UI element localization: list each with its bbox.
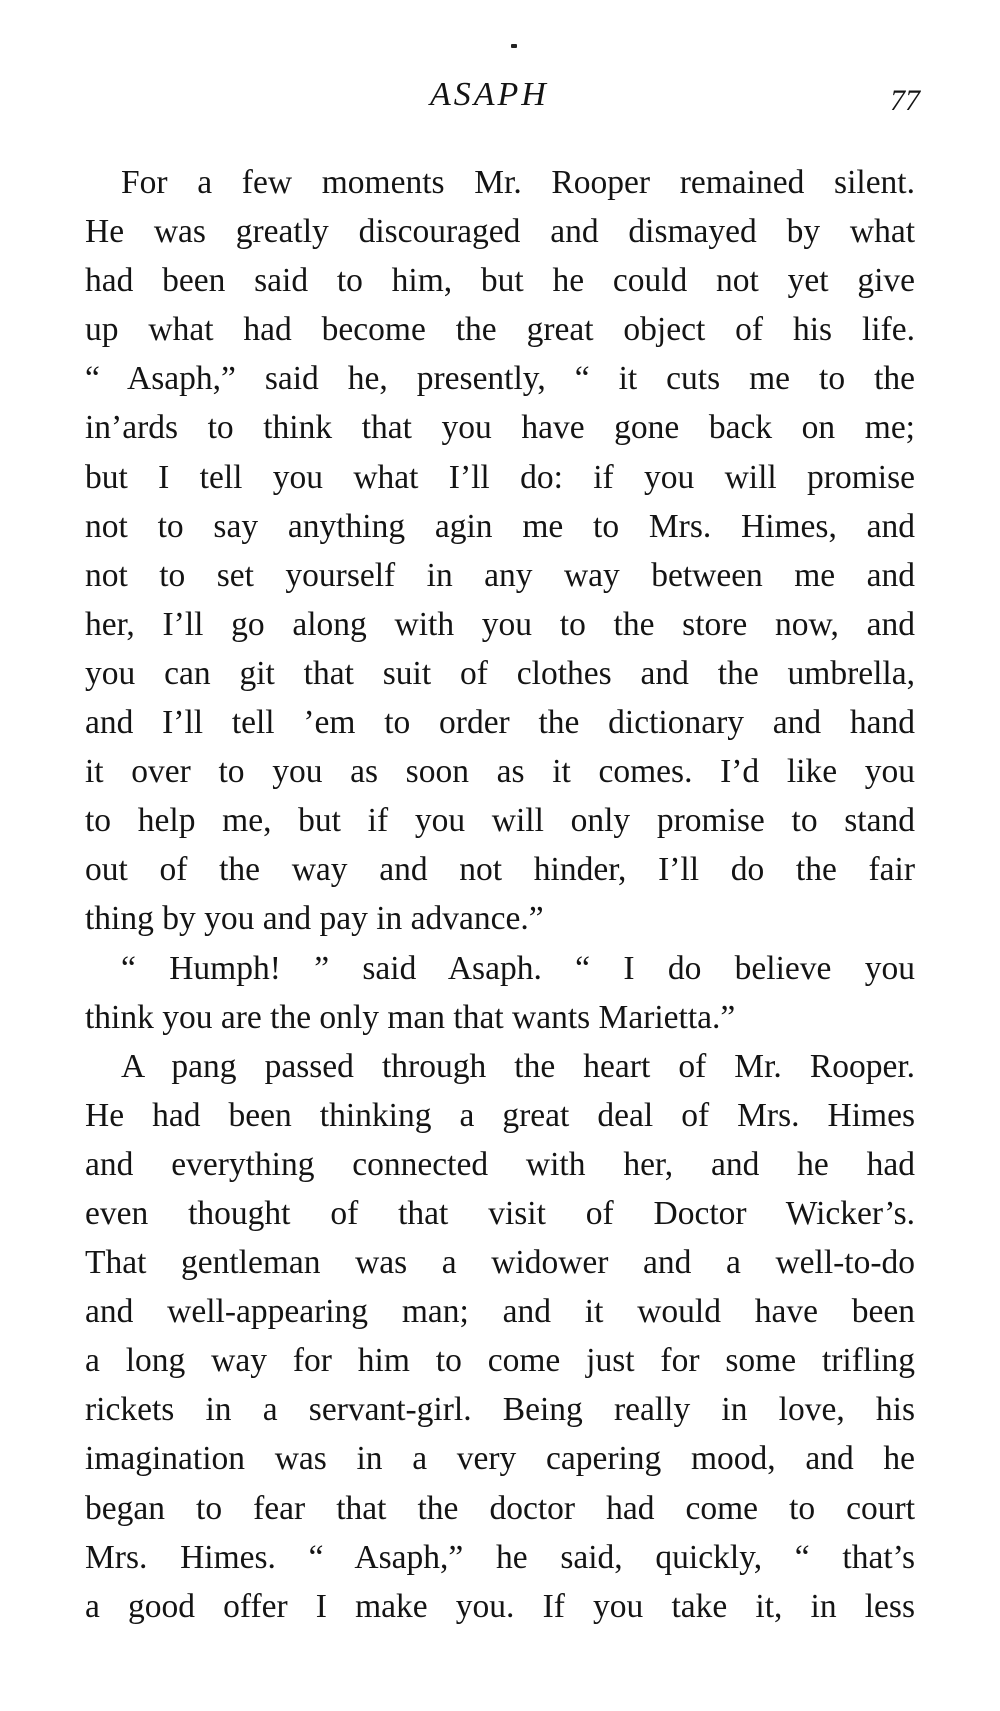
text-line: think you are the only man that wants Marietta.”	[85, 998, 736, 1036]
page-number: 77	[890, 84, 920, 117]
text-line: A pang passed through the heart of Mr. Rooper.	[121, 1047, 915, 1085]
text-line: up what had become the great object of his life.	[85, 311, 915, 349]
text-line: had been said to him, but he could not yet give	[85, 262, 915, 300]
text-line: He was greatly discouraged and dismayed by what	[85, 213, 915, 251]
text-line: not to set yourself in any way between me and	[85, 556, 915, 594]
printer-mark	[511, 44, 517, 48]
text-line: to help me, but if you will only promise to stand	[85, 802, 915, 840]
text-line: not to say anything agin me to Mrs. Himes, and	[85, 507, 915, 545]
text-line: out of the way and not hinder, I’ll do the fair	[85, 851, 915, 889]
text-line: and everything connected with her, and he had	[85, 1145, 915, 1183]
text-line: He had been thinking a great deal of Mrs. Himes	[85, 1096, 915, 1134]
text-line: it over to you as soon as it comes. I’d like you	[85, 753, 915, 791]
text-line: in’ards to think that you have gone back on me;	[85, 409, 915, 447]
text-line: imagination was in a very capering mood, and he	[85, 1440, 915, 1478]
text-line: even thought of that visit of Doctor Wicker’s.	[85, 1194, 915, 1232]
body-text	[85, 158, 915, 1631]
text-line: a good offer I make you. If you take it, in less	[85, 1587, 915, 1625]
text-line: “ Humph! ” said Asaph. “ I do believe you	[121, 949, 915, 987]
text-line: her, I’ll go along with you to the store now, and	[85, 605, 915, 643]
text-line: thing by you and pay in advance.”	[85, 900, 544, 938]
text-line: but I tell you what I’ll do: if you will promise	[85, 458, 915, 496]
text-line: you can git that suit of clothes and the umbrella,	[85, 654, 915, 692]
text-line: Mrs. Himes. “ Asaph,” he said, quickly, “ that’s	[85, 1538, 915, 1576]
text-line: a long way for him to come just for some trifling	[85, 1342, 915, 1380]
text-line: rickets in a servant-girl. Being really in love, his	[85, 1391, 915, 1429]
text-line: and I’ll tell ’em to order the dictionary and hand	[85, 704, 915, 742]
text-line: That gentleman was a widower and a well-to-do	[85, 1244, 915, 1282]
text-line: began to fear that the doctor had come to court	[85, 1489, 915, 1527]
text-line: and well-appearing man; and it would have been	[85, 1293, 915, 1331]
running-title: ASAPH	[430, 76, 549, 113]
text-line: “ Asaph,” said he, presently, “ it cuts me to the	[85, 360, 915, 398]
text-line: For a few moments Mr. Rooper remained silent.	[121, 164, 915, 201]
